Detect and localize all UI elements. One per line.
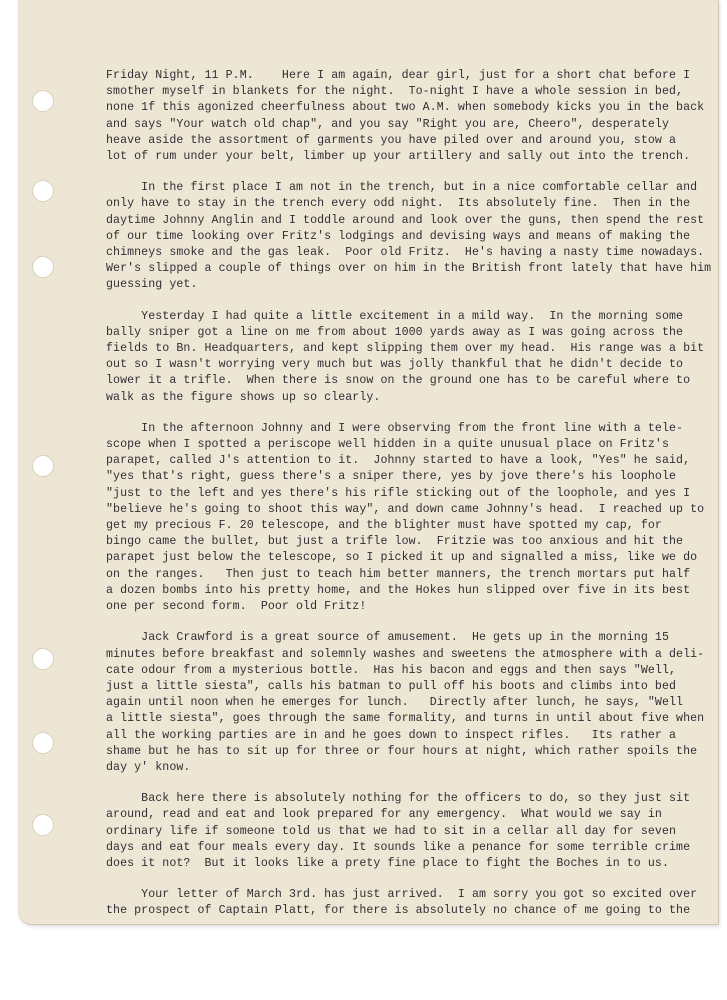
punch-hole [32,180,54,202]
text-line: and says "Your watch old chap", and you say "Right you are, Cheero", desperately [106,117,669,131]
text-line: In the afternoon Johnny and I were observing from the front line with a tele- [106,421,684,435]
punch-hole [32,256,54,278]
text-line: all the working parties are in and he goes down to inspect rifles. Its rather a [106,728,677,742]
text-line: walk as the figure shows up so clearly. [106,390,381,404]
text-line: does it not? But it looks like a prety fine place to fight the Boches in to us. [106,856,669,870]
text-line: a little siesta", goes through the same formality, and turns in until about five when [106,712,705,726]
text-line: Friday Night, 11 P.M. Here I am again, dear girl, just for a short chat before I [106,69,691,82]
text-line: Jack Crawford is a great source of amusement. He gets up in the morning 15 [106,631,669,645]
punch-hole [32,455,54,477]
letter-paragraph [106,887,712,919]
text-line: on the ranges. Then just to teach him better manners, the trench mortars put half [106,567,691,581]
punch-hole [32,90,54,112]
letter-body [106,68,712,935]
punch-hole [32,814,54,836]
text-line: fields to Bn. Headquarters, and kept slipping them over my head. His range was a bit [106,342,705,356]
text-line: In the first place I am not in the trench, but in a nice comfortable cellar and [106,181,698,195]
punch-hole [32,648,54,670]
letter-paragraph [106,309,712,406]
text-line: parapet just below the telescope, so I picked it up and signalled a miss, like we do [106,551,698,565]
text-line: lot of rum under your belt, limber up your artillery and sally out into the trench. [106,150,691,164]
text-line: only have to stay in the trench every odd night. Its absolutely fine. Then in the [106,197,691,211]
text-line: scope when I spotted a periscope well hidden in a quite unusual place on Fritz's [106,438,669,452]
text-line: chimneys smoke and the gas leak. Poor old Fritz. He's having a nasty time nowadays. [106,246,705,260]
text-line: out so I wasn't worrying very much but was jolly thankful that he didn't decide to [106,358,684,372]
text-line: of our time looking over Fritz's lodgings and devising ways and means of making the [106,229,691,243]
letter-paragraph [106,630,712,776]
text-line: smother myself in blankets for the night. To-night I have a whole session in bed, [106,85,684,99]
letter-paragraph [106,421,712,615]
text-line: bally sniper got a line on me from about 1000 yards away as I was going across the [106,325,684,339]
text-line: one per second form. Poor old Fritz! [106,600,367,614]
text-line: heave aside the assortment of garments you have piled over and around you, stow a [106,133,677,147]
text-line: cate odour from a mysterious bottle. Has his bacon and eggs and then says "Well, [106,663,677,677]
text-line: days and eat four meals every day. It sounds like a penance for some terrible crime [106,840,691,854]
letter-paragraph [106,68,712,165]
punch-hole [32,732,54,754]
text-line: bingo came the bullet, but just a trifle low. Fritzie was too anxious and hit the [106,535,684,549]
text-line: Yesterday I had quite a little excitement in a mild way. In the morning some [106,309,684,323]
text-line: Back here there is absolutely nothing for the officers to do, so they just sit [106,792,691,806]
text-line: just a little siesta", calls his batman to pull off his boots and climbs into bed [106,679,677,693]
text-line: a dozen bombs into his pretty home, and the Hokes hun slipped over five in its best [106,583,691,597]
text-line: the prospect of Captain Platt, for there is absolutely no chance of me going to the [106,904,691,918]
text-line: Wer's slipped a couple of things over on him in the British front lately that have him [106,262,712,276]
text-line: "yes that's right, guess there's a sniper there, yes by jove there's his loophole [106,470,677,484]
text-line: "just to the left and yes there's his rifle sticking out of the loophole, and yes I [106,486,691,500]
text-line: "believe he's going to shoot this way", and down came Johnny's head. I reached up to [106,502,705,516]
letter-paragraph [106,180,712,293]
text-line: daytime Johnny Anglin and I toddle around and look over the guns, then spend the rest [106,213,705,227]
text-line: again until noon when he emerges for lunch. Directly after lunch, he says, "Well [106,696,684,710]
text-line: get my precious F. 20 telescope, and the blighter must have spotted my cap, for [106,519,662,533]
text-line: Your letter of March 3rd. has just arrived. I am sorry you got so excited over [106,888,698,902]
text-line: ordinary life if someone told us that we had to sit in a cellar all day for seven [106,824,677,838]
text-line: parapet, called J's attention to it. Johnny started to have a look, "Yes" he said, [106,454,691,468]
text-line: around, read and eat and look prepared for any emergency. What would we say in [106,808,662,822]
text-line: shame but he has to sit up for three or four hours at night, which rather spoils the [106,744,698,758]
text-line: minutes before breakfast and solemnly washes and sweetens the atmosphere with a deli- [106,647,705,661]
text-line: none 1f this agonized cheerfulness about two A.M. when somebody kicks you in the back [106,101,705,115]
letter-paragraph [106,791,712,872]
text-line: day y' know. [106,760,191,774]
text-line: lower it a trifle. When there is snow on the ground one has to be careful where to [106,374,691,388]
text-line: guessing yet. [106,278,198,292]
